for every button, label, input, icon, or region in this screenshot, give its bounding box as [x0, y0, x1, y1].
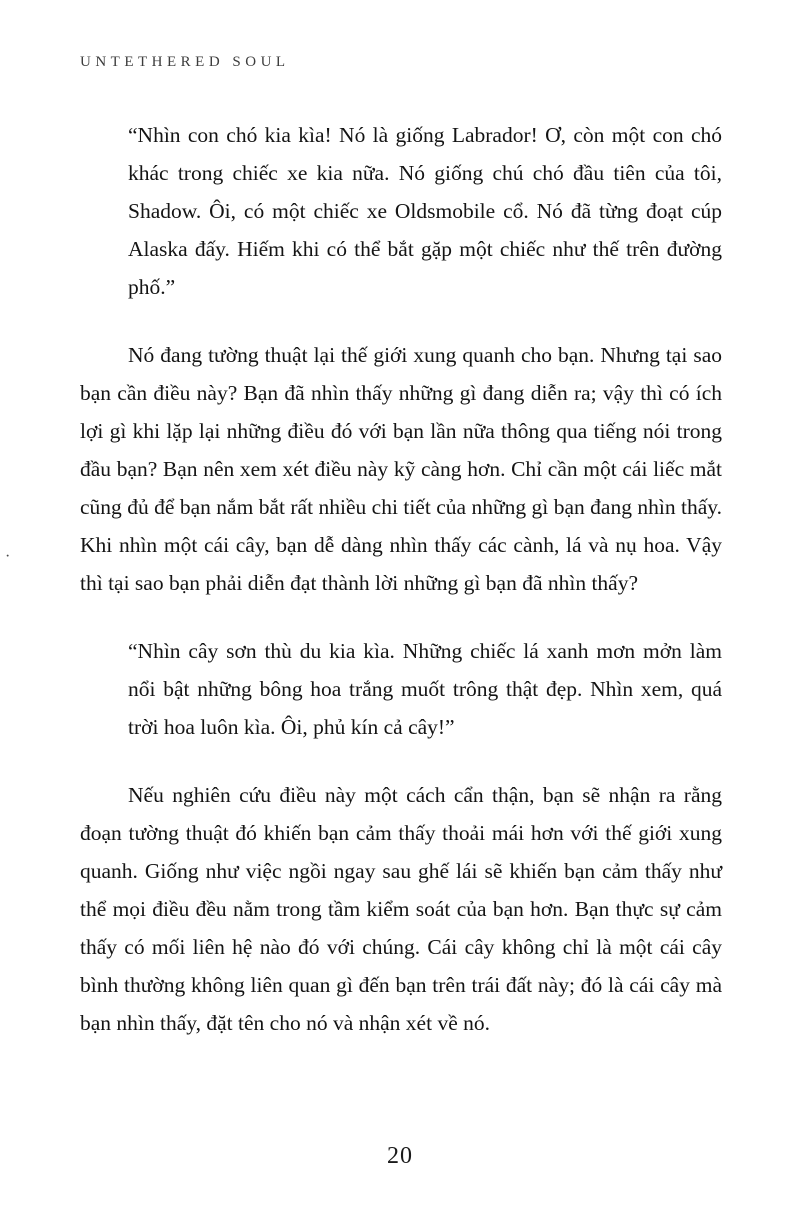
body-paragraph-2: Nếu nghiên cứu điều này một cách cẩn thận, bạn sẽ nhận ra rằng đoạn tường thuật đó khiến bạn cảm thấy thoải mái hơn với thế giới xung quanh. Giống như việc ngồi ngay sau ghế lái sẽ khiến bạn cảm thấy như thể mọi điều đều nằm trong tầm kiểm soát của bạn hơn. Bạn thực sự cảm thấy có mối liên hệ nào đó với chúng. Cái cây không chỉ là một cái cây bình thường không liên quan gì đến bạn trên trái đất này; đó là cái cây mà bạn nhìn thấy, đặt tên cho nó và nhận xét về nó.: [80, 783, 722, 1035]
body-paragraph-1: Nó đang tường thuật lại thế giới xung quanh cho bạn. Nhưng tại sao bạn cần điều này? Bạn đã nhìn thấy những gì đang diễn ra; vậy thì có ích lợi gì khi lặp lại những điều đó với bạn lần nữa thông qua tiếng nói trong đầu bạn? Bạn nên xem xét điều này kỹ càng hơn. Chỉ cần một cái liếc mắt cũng đủ để bạn nắm bắt rất nhiều chi tiết của những gì bạn đang nhìn thấy. Khi nhìn một cái cây, bạn dễ dàng nhìn thấy các cành, lá và nụ hoa. Vậy thì tại sao bạn phải diễn đạt thành lời những gì bạn đã nhìn thấy?: [80, 343, 722, 595]
running-header: UNTETHERED SOUL: [80, 54, 290, 70]
quote-paragraph-2: “Nhìn cây sơn thù du kia kìa. Những chiếc lá xanh mơn mởn làm nổi bật những bông hoa trắng muốt trông thật đẹp. Nhìn xem, quá trời hoa luôn kìa. Ôi, phủ kín cả cây!”: [128, 639, 722, 739]
page-body: [80, 116, 722, 1042]
margin-dot: ·: [5, 548, 11, 565]
quote-paragraph-1: “Nhìn con chó kia kìa! Nó là giống Labrador! Ơ, còn một con chó khác trong chiếc xe kia nữa. Nó giống chú chó đầu tiên của tôi, Shadow. Ôi, có một chiếc xe Oldsmobile cổ. Nó đã từng đoạt cúp Alaska đấy. Hiếm khi có thể bắt gặp một chiếc như thế trên đường phố.”: [128, 123, 722, 299]
page-number: 20: [387, 1143, 413, 1169]
